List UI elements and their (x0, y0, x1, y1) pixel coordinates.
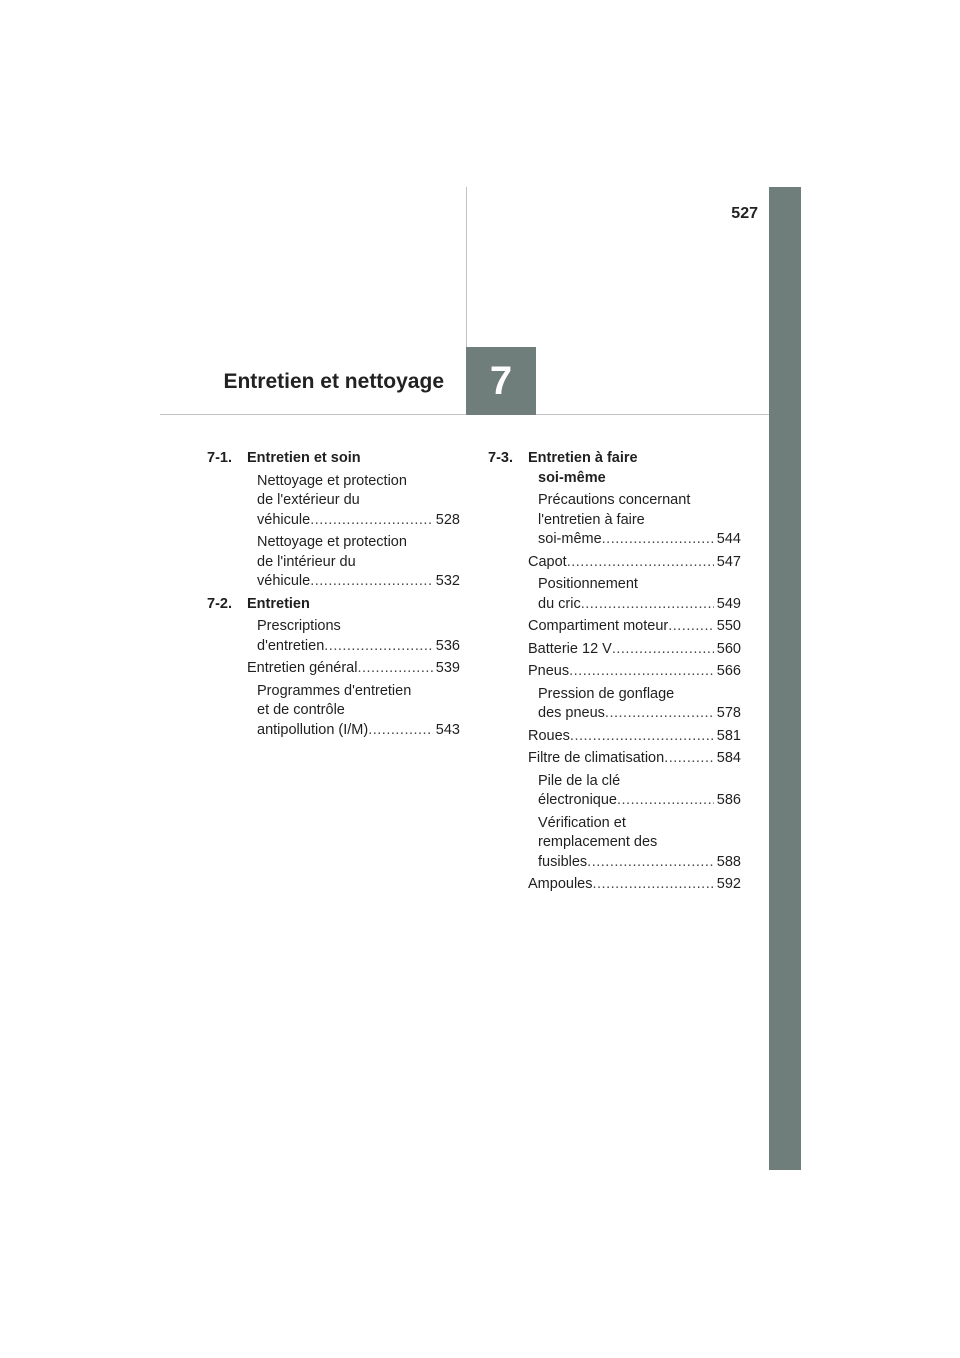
section-title-line: Entretien (247, 595, 310, 612)
entry-last-line (528, 791, 741, 811)
toc-section (488, 449, 741, 895)
entry-text-line: Précautions concernant (538, 492, 691, 508)
entry-text-line: Entretien général (247, 660, 358, 676)
toc-entry-link[interactable] (247, 682, 460, 741)
entry-page-number: 581 (716, 727, 741, 744)
toc-entry-link[interactable] (528, 662, 741, 682)
entry-text-line: fusibles (538, 853, 588, 870)
dot-leader (310, 511, 433, 531)
toc-entry-link[interactable] (528, 727, 741, 747)
entry-text-line: antipollution (I/M) (257, 721, 369, 738)
chapter-number-box (466, 347, 536, 415)
entry-last-line (528, 727, 741, 747)
toc-entry-link[interactable] (528, 772, 741, 811)
section-title-line: soi-même (538, 469, 606, 486)
entry-text-line: Positionnement (538, 576, 638, 592)
dot-leader (664, 749, 714, 769)
chapter-number: 7 (489, 358, 513, 403)
dot-leader (567, 553, 714, 573)
entry-text-line: d'entretien (257, 637, 325, 654)
entry-text-line: des pneus (538, 705, 605, 721)
entry-page-number: 543 (435, 721, 460, 738)
entry-last-line (247, 721, 460, 741)
dot-leader (605, 704, 714, 724)
toc-entry-link[interactable] (528, 617, 741, 637)
entry-text-line: Nettoyage et protection (257, 534, 407, 550)
entry-text-line: Ampoules (528, 876, 593, 892)
entry-last-line (247, 572, 460, 592)
dot-leader (569, 662, 714, 682)
entry-page-number: 578 (716, 705, 741, 721)
dot-leader (668, 617, 714, 637)
dot-leader (324, 637, 433, 657)
entry-last-line (528, 530, 741, 550)
entry-last-line (528, 875, 741, 895)
entry-text-line: de l'intérieur du (257, 553, 356, 570)
toc-entry-link[interactable] (528, 575, 741, 614)
entry-text-line: Pile de la clé (538, 772, 621, 789)
toc-section (207, 449, 460, 592)
dot-leader (581, 595, 714, 615)
entry-page-number: 536 (435, 637, 460, 654)
entry-last-line (528, 662, 741, 682)
entry-text-line: Compartiment moteur (528, 618, 669, 634)
entry-page-number: 539 (435, 660, 460, 676)
dot-leader (368, 721, 433, 741)
entry-text-line: et de contrôle (257, 702, 345, 718)
entry-text-line: véhicule (257, 573, 311, 589)
entry-last-line (528, 553, 741, 573)
entry-page-number: 549 (716, 595, 741, 612)
entry-last-line (528, 640, 741, 660)
entry-last-line (247, 637, 460, 657)
dot-leader (612, 640, 714, 660)
dot-leader (587, 853, 714, 873)
dot-leader (602, 530, 714, 550)
entry-page-number: 586 (716, 792, 741, 808)
toc-entry-link[interactable] (528, 814, 741, 873)
entry-text-line: Nettoyage et protection (257, 472, 407, 489)
entry-last-line (528, 704, 741, 724)
entry-text-line: Programmes d'entretien (257, 682, 412, 699)
entry-text-line: Pression de gonflage (538, 685, 675, 702)
toc-entry-link[interactable] (528, 875, 741, 895)
entry-last-line (528, 853, 741, 873)
entry-text-line: remplacement des (538, 834, 658, 850)
entry-page-number: 532 (435, 573, 460, 589)
header-horizontal-rule (160, 414, 769, 415)
page-number: 527 (731, 205, 758, 222)
entry-text-line: de l'extérieur du (257, 492, 360, 508)
entry-page-number: 566 (716, 663, 741, 679)
chapter-title: Entretien et nettoyage (223, 370, 444, 393)
header-vertical-rule (466, 187, 467, 347)
section-heading (488, 449, 741, 488)
toc-entry-link[interactable] (247, 472, 460, 531)
section-heading (207, 449, 460, 469)
toc-entry-link[interactable] (247, 659, 460, 679)
entry-text-line: soi-même (538, 531, 602, 547)
entry-last-line (247, 659, 460, 679)
entry-last-line (528, 617, 741, 637)
entry-text-line: Batterie 12 V (528, 640, 612, 657)
toc-entry-link[interactable] (528, 553, 741, 573)
dot-leader (570, 727, 714, 747)
section-title (247, 595, 460, 615)
dot-leader (617, 791, 714, 811)
section-title (247, 449, 460, 469)
section-heading (207, 595, 460, 615)
entry-page-number: 588 (716, 853, 741, 870)
entry-page-number: 560 (716, 640, 741, 657)
toc-left-column (207, 449, 460, 743)
toc-section (207, 595, 460, 741)
dot-leader (592, 875, 713, 895)
entry-last-line (247, 511, 460, 531)
toc-entry-link[interactable] (528, 685, 741, 724)
section-title (528, 449, 741, 488)
section-number: 7-1. (207, 450, 232, 466)
entry-page-number: 547 (716, 553, 741, 570)
toc-entry-link[interactable] (528, 640, 741, 660)
entry-page-number: 544 (716, 531, 741, 547)
entry-text-line: du cric (538, 595, 581, 612)
entry-text-line: Pneus (528, 663, 570, 679)
entry-text-line: Capot (528, 553, 567, 570)
section-title-line: Entretien et soin (247, 450, 361, 466)
dot-leader (310, 572, 433, 592)
entry-text-line: Filtre de climatisation (528, 750, 665, 766)
entry-text-line: l'entretien à faire (538, 511, 645, 528)
entry-page-number: 550 (716, 618, 741, 634)
toc-entry-link[interactable] (247, 533, 460, 592)
entry-last-line (528, 749, 741, 769)
toc-right-column (488, 449, 741, 898)
toc-entry-link[interactable] (247, 617, 460, 656)
toc-entry-link[interactable] (528, 491, 741, 550)
entry-page-number: 528 (435, 511, 460, 528)
entry-text-line: Vérification et (538, 814, 626, 831)
section-number: 7-2. (207, 595, 232, 612)
section-title-line: Entretien à faire (528, 450, 638, 466)
dot-leader (357, 659, 432, 679)
entry-page-number: 592 (716, 876, 741, 892)
entry-text-line: électronique (538, 792, 617, 808)
toc-entry-link[interactable] (528, 749, 741, 769)
entry-text-line: véhicule (257, 511, 311, 528)
entry-page-number: 584 (716, 750, 741, 766)
section-number: 7-3. (488, 450, 513, 466)
entry-text-line: Roues (528, 727, 570, 744)
entry-last-line (528, 595, 741, 615)
entry-text-line: Prescriptions (257, 618, 341, 634)
chapter-side-tab (769, 187, 801, 1170)
